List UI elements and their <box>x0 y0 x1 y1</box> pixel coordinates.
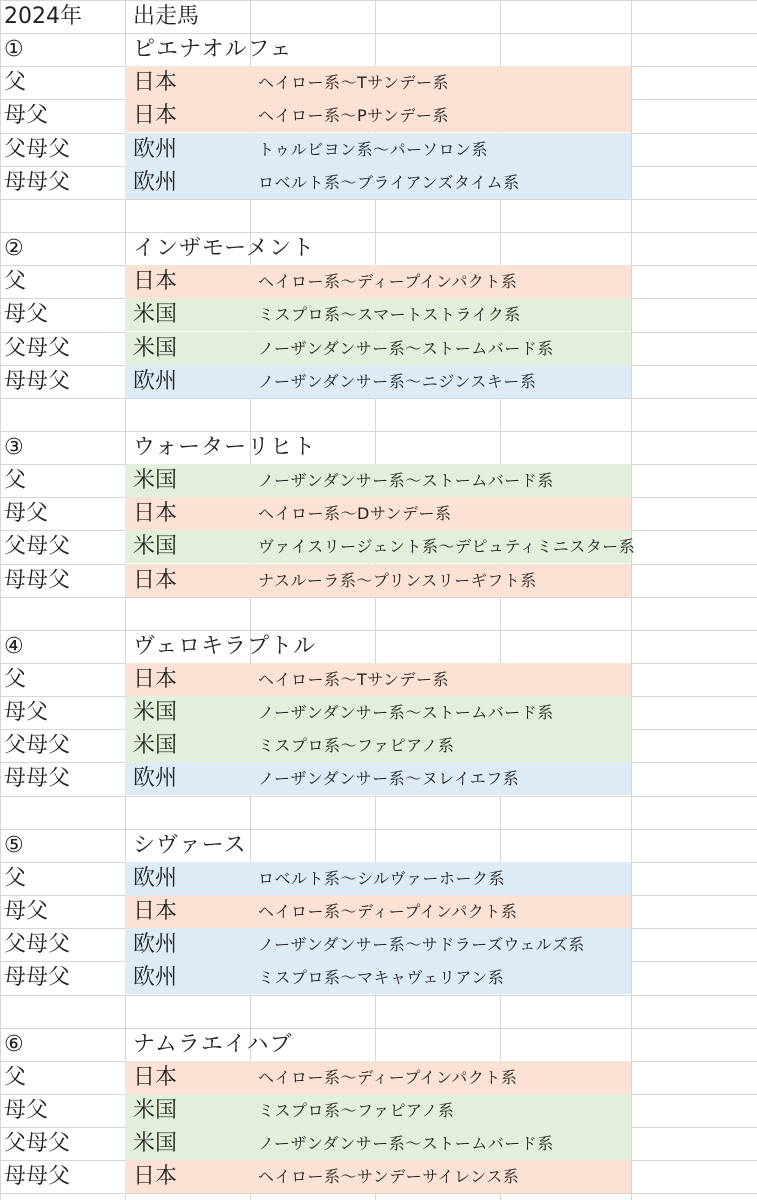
lineage-cell[interactable]: ミスプロ系〜ファピアノ系 <box>258 736 455 755</box>
region-cell[interactable]: 米国 <box>133 534 178 559</box>
region-cell[interactable]: 欧州 <box>133 866 178 891</box>
lineage-cell[interactable]: ヘイロー系〜ディープインパクト系 <box>258 272 518 291</box>
grid-row-line <box>0 398 757 399</box>
pedigree-row <box>0 265 757 298</box>
region-cell[interactable]: 欧州 <box>133 932 178 957</box>
lineage-cell[interactable]: ミスプロ系〜ファピアノ系 <box>258 1101 455 1120</box>
region-cell[interactable]: 米国 <box>133 1131 178 1156</box>
horse-name-cell[interactable]: インザモーメント <box>133 236 316 261</box>
pedigree-role-cell[interactable]: 母母父 <box>4 170 71 195</box>
pedigree-role-cell[interactable]: 父母父 <box>4 534 71 559</box>
pedigree-row <box>0 530 757 563</box>
horse-name-row <box>0 431 757 464</box>
pedigree-row <box>0 663 757 696</box>
pedigree-row <box>0 365 757 398</box>
pedigree-row <box>0 99 757 132</box>
pedigree-role-cell[interactable]: 父母父 <box>4 137 71 162</box>
region-cell[interactable]: 日本 <box>133 899 178 924</box>
lineage-cell[interactable]: ノーザンダンサー系〜ストームバード系 <box>258 339 554 358</box>
region-cell[interactable]: 欧州 <box>133 170 178 195</box>
pedigree-row <box>0 862 757 895</box>
pedigree-row <box>0 1061 757 1094</box>
horse-name-cell[interactable]: ヴェロキラプトル <box>133 634 317 659</box>
pedigree-role-cell[interactable]: 母父 <box>4 501 49 526</box>
year-cell[interactable]: 2024年 <box>4 4 82 29</box>
horse-name-row <box>0 829 757 862</box>
pedigree-role-cell[interactable]: 母母父 <box>4 1164 71 1189</box>
lineage-cell[interactable]: ノーザンダンサー系〜ニジンスキー系 <box>258 372 537 391</box>
pedigree-row <box>0 133 757 166</box>
pedigree-row <box>0 1094 757 1127</box>
pedigree-role-cell[interactable]: 母父 <box>4 700 49 725</box>
lineage-cell[interactable]: ヘイロー系〜Tサンデー系 <box>258 73 449 92</box>
lineage-cell[interactable]: ノーザンダンサー系〜ストームバード系 <box>258 703 554 722</box>
horse-name-row <box>0 1028 757 1061</box>
horse-number-cell[interactable]: ⑤ <box>4 833 24 858</box>
lineage-cell[interactable]: ナスルーラ系〜プリンスリーギフト系 <box>258 571 537 590</box>
lineage-cell[interactable]: ノーザンダンサー系〜ヌレイエフ系 <box>258 769 520 788</box>
header-row <box>0 0 757 33</box>
region-cell[interactable]: 日本 <box>133 1065 178 1090</box>
pedigree-role-cell[interactable]: 母母父 <box>4 369 71 394</box>
lineage-cell[interactable]: ヘイロー系〜サンデーサイレンス系 <box>258 1167 520 1186</box>
pedigree-role-cell[interactable]: 父母父 <box>4 932 71 957</box>
grid-row-line <box>0 995 757 996</box>
lineage-cell[interactable]: ヴァイスリージェント系〜デピュティミニスター系 <box>258 537 636 556</box>
lineage-cell[interactable]: トゥルビヨン系〜パーソロン系 <box>258 140 488 159</box>
region-cell[interactable]: 米国 <box>133 1098 178 1123</box>
region-cell[interactable]: 日本 <box>133 667 178 692</box>
lineage-cell[interactable]: ミスプロ系〜マキャヴェリアン系 <box>258 968 505 987</box>
pedigree-row <box>0 696 757 729</box>
lineage-cell[interactable]: ヘイロー系〜Dサンデー系 <box>258 504 452 523</box>
region-cell[interactable]: 米国 <box>133 336 178 361</box>
pedigree-role-cell[interactable]: 父 <box>4 70 27 95</box>
pedigree-row <box>0 729 757 762</box>
pedigree-row <box>0 961 757 994</box>
grid-row-line <box>0 796 757 797</box>
pedigree-role-cell[interactable]: 父 <box>4 866 27 891</box>
region-cell[interactable]: 米国 <box>133 468 178 493</box>
pedigree-row <box>0 1127 757 1160</box>
lineage-cell[interactable]: ミスプロ系〜スマートストライク系 <box>258 305 521 324</box>
region-cell[interactable]: 欧州 <box>133 965 178 990</box>
pedigree-row <box>0 464 757 497</box>
horse-name-row <box>0 33 757 66</box>
region-cell[interactable]: 米国 <box>133 733 178 758</box>
pedigree-role-cell[interactable]: 母母父 <box>4 965 71 990</box>
lineage-cell[interactable]: ヘイロー系〜Tサンデー系 <box>258 670 449 689</box>
horse-number-cell[interactable]: ② <box>4 236 24 261</box>
pedigree-row <box>0 762 757 795</box>
pedigree-row <box>0 497 757 530</box>
pedigree-role-cell[interactable]: 父 <box>4 1065 27 1090</box>
pedigree-role-cell[interactable]: 父母父 <box>4 733 71 758</box>
grid-row-line <box>0 199 757 200</box>
lineage-cell[interactable]: ヘイロー系〜ディープインパクト系 <box>258 1068 518 1087</box>
pedigree-role-cell[interactable]: 父母父 <box>4 336 71 361</box>
lineage-cell[interactable]: ロベルト系〜シルヴァーホーク系 <box>258 869 505 888</box>
pedigree-row <box>0 332 757 365</box>
pedigree-row <box>0 298 757 331</box>
pedigree-role-cell[interactable]: 母父 <box>4 302 49 327</box>
pedigree-role-cell[interactable]: 父 <box>4 269 27 294</box>
pedigree-role-cell[interactable]: 母母父 <box>4 766 71 791</box>
pedigree-role-cell[interactable]: 母父 <box>4 899 49 924</box>
region-cell[interactable]: 日本 <box>133 1164 178 1189</box>
lineage-cell[interactable]: ノーザンダンサー系〜ストームバード系 <box>258 1134 554 1153</box>
region-cell[interactable]: 米国 <box>133 700 178 725</box>
pedigree-role-cell[interactable]: 父母父 <box>4 1131 71 1156</box>
pedigree-row <box>0 1160 757 1193</box>
lineage-cell[interactable]: ヘイロー系〜Pサンデー系 <box>258 106 449 125</box>
region-cell[interactable]: 日本 <box>133 269 178 294</box>
lineage-cell[interactable]: ノーザンダンサー系〜サドラーズウェルズ系 <box>258 935 585 954</box>
lineage-cell[interactable]: ノーザンダンサー系〜ストームバード系 <box>258 471 554 490</box>
pedigree-row <box>0 66 757 99</box>
horse-number-cell[interactable]: ⑥ <box>4 1032 24 1057</box>
pedigree-row <box>0 895 757 928</box>
horse-number-cell[interactable]: ① <box>4 37 24 62</box>
region-cell[interactable]: 欧州 <box>133 766 178 791</box>
grid-row-line <box>0 597 757 598</box>
grid-row-line <box>0 1193 757 1194</box>
horse-name-cell[interactable]: ピエナオルフェ <box>133 37 293 62</box>
pedigree-role-cell[interactable]: 母父 <box>4 103 49 128</box>
region-cell[interactable]: 欧州 <box>133 369 178 394</box>
horse-name-row <box>0 630 757 663</box>
horse-name-row <box>0 232 757 265</box>
title-cell[interactable]: 出走馬 <box>133 4 200 29</box>
lineage-cell[interactable]: ヘイロー系〜ディープインパクト系 <box>258 902 518 921</box>
region-cell[interactable]: 日本 <box>133 103 178 128</box>
region-cell[interactable]: 日本 <box>133 70 178 95</box>
pedigree-row <box>0 564 757 597</box>
horse-number-cell[interactable]: ③ <box>4 435 24 460</box>
horse-name-cell[interactable]: ナムラエイハブ <box>133 1032 293 1057</box>
region-cell[interactable]: 日本 <box>133 501 178 526</box>
lineage-cell[interactable]: ロベルト系〜ブライアンズタイム系 <box>258 173 520 192</box>
horse-number-cell[interactable]: ④ <box>4 634 24 659</box>
region-cell[interactable]: 米国 <box>133 302 178 327</box>
pedigree-role-cell[interactable]: 父 <box>4 468 27 493</box>
pedigree-row <box>0 166 757 199</box>
horse-name-cell[interactable]: ウォーターリヒト <box>133 435 317 460</box>
pedigree-role-cell[interactable]: 父 <box>4 667 27 692</box>
region-cell[interactable]: 欧州 <box>133 137 178 162</box>
horse-name-cell[interactable]: シヴァース <box>133 833 247 858</box>
region-cell[interactable]: 日本 <box>133 568 178 593</box>
pedigree-row <box>0 928 757 961</box>
pedigree-role-cell[interactable]: 母母父 <box>4 568 71 593</box>
pedigree-role-cell[interactable]: 母父 <box>4 1098 49 1123</box>
